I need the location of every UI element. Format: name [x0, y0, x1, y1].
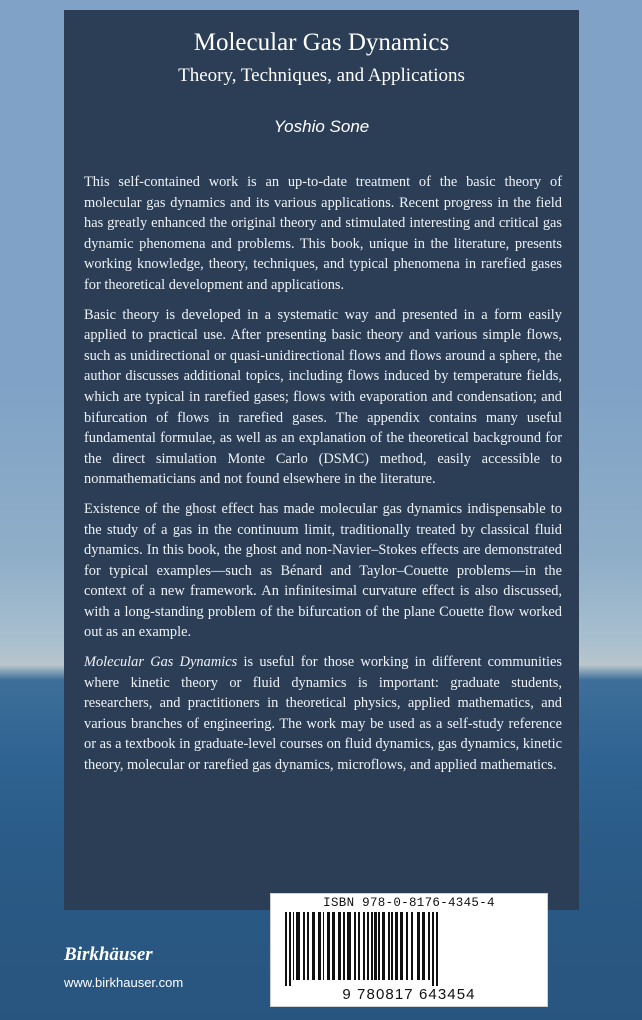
- barcode-bar: [374, 912, 377, 980]
- barcode-bar: [347, 912, 351, 980]
- barcode-bar: [428, 912, 430, 980]
- barcode-bar: [338, 912, 341, 980]
- barcode-bar: [327, 912, 330, 980]
- barcode-bar: [296, 912, 300, 980]
- barcode-digits-text: 9 780817 643454: [342, 986, 476, 1003]
- barcode-bar: [323, 912, 324, 980]
- barcode-bar: [367, 912, 369, 980]
- blurb-paragraph: Existence of the ghost effect has made molecular gas dynamics indispensable to the study of a gas in the continuum limit, traditionally treated by classical fluid dynamics. In this book, the ghost and non-Navier–Stokes effects are demonstrated for typical examples—such as Bénard and Taylor–Couette problems—in the context of a new framework. An infinitesimal curvature effect is also discussed, with a long-standing problem of the bifurcation of the plane Couette flow worked out as an example.: [84, 500, 562, 641]
- barcode-bar: [307, 912, 309, 980]
- barcode-bar: [422, 912, 425, 980]
- barcode-bar: [332, 912, 335, 980]
- book-subtitle: Theory, Techniques, and Applications: [178, 65, 465, 86]
- barcode-bar: [388, 912, 390, 980]
- barcode-bar: [378, 912, 380, 980]
- final-paragraph-text: is useful for those working in different communities where kinetic theory or fluid dynamics is important: graduate students, researchers, and practitioners in theoretical physics, applied mathematics, and various branches of engineering. The work may be used as a self-study reference or as a textbook in graduate-level courses on fluid dynamics, gas dynamics, kinetic theory, molecular or rarefied gas dynamics, microflows, and applied mathematics.: [84, 654, 562, 774]
- barcode-bar: [358, 912, 360, 980]
- book-title: Molecular Gas Dynamics: [193, 29, 450, 56]
- back-cover-panel: [64, 10, 579, 910]
- barcode-bar: [395, 912, 398, 980]
- barcode-bar: [285, 912, 287, 986]
- barcode-bar: [436, 912, 438, 986]
- barcode-bar: [411, 912, 413, 980]
- barcode-bar: [400, 912, 403, 980]
- barcode-bar: [417, 912, 420, 980]
- book-title-italic: Molecular Gas Dynamics: [84, 654, 238, 671]
- barcode-bar: [343, 912, 345, 980]
- author-name: Yoshio Sone: [273, 117, 370, 136]
- barcode-number: [271, 986, 547, 1003]
- barcode-bar: [363, 912, 365, 980]
- publisher-logo: Birkhäuser: [64, 944, 153, 965]
- barcode-bar: [303, 912, 305, 980]
- barcode-bar: [289, 912, 291, 986]
- publisher-website[interactable]: www.birkhauser.com: [64, 975, 184, 990]
- isbn-label: ISBN 978-0-8176-4345-4: [323, 896, 495, 910]
- barcode-bar: [382, 912, 385, 980]
- barcode-bar: [312, 912, 315, 980]
- barcode-bar: [406, 912, 408, 980]
- barcode-bar: [432, 912, 434, 986]
- barcode-bar: [371, 912, 373, 980]
- blurb-paragraph: This self-contained work is an up-to-date treatment of the basic theory of molecular gas dynamics and its various applications. Recent progress in the field has greatly enhanced the original theory and stimulated interesting and critical gas dynamic phenomena and problems. This book, unique in the literature, presents working knowledge, theory, techniques, and typical phenomena in rarefied gases for theoretical development and applications.: [84, 174, 562, 293]
- barcode-bars: [281, 912, 537, 986]
- blurb-paragraph-final: [84, 652, 562, 776]
- isbn-barcode: [270, 893, 548, 1007]
- blurb-paragraph: Basic theory is developed in a systematic way and presented in a form easily applied to practical use. After presenting basic theory and various simple flows, such as unidirectional or quasi-unidirectional flows and flows around a sphere, the author discusses additional topics, including flows induced by temperature fields, which are typical in rarefied gases; flows with evaporation and condensation; and bifurcation of flows in rarefied gases. The appendix contains many useful fundamental formulae, as well as an explanation of the theoretical background for the direct simulation Monte Carlo (DSMC) method, easily accessible to nonmathematicians and not found elsewhere in the literature.: [84, 306, 562, 488]
- barcode-bar: [391, 912, 393, 980]
- barcode-bar: [318, 912, 321, 980]
- blurb: [84, 172, 562, 785]
- barcode-bar: [354, 912, 356, 980]
- barcode-bar: [293, 912, 294, 980]
